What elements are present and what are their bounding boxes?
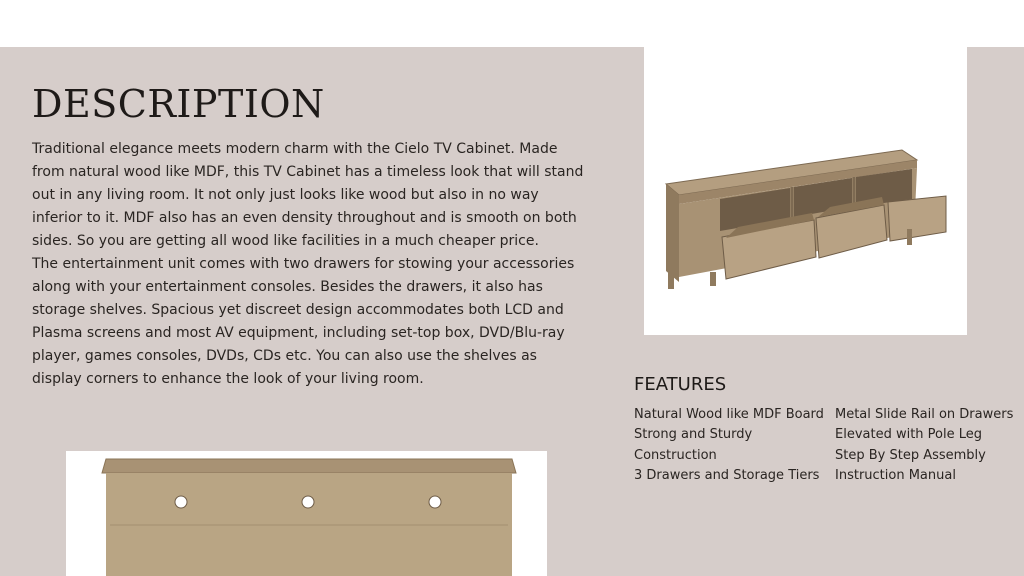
description-paragraph: Traditional elegance meets modern charm with the Cielo TV Cabinet. Made from natural wood like MDF, this TV Cabinet has a timeless look that will stand out in any living room. It not only just looks like wood but also in no way inferior to it. MDF also has an even density throughout and is smooth on both sides. So you are getting all wood like facilities in a much cheaper price. (32, 141, 584, 249)
feature-item: Step By Step Assembly Instruction Manual (835, 447, 986, 483)
tv-cabinet-back-illustration (66, 451, 547, 576)
description-heading: DESCRIPTION (32, 82, 325, 126)
tv-cabinet-front-illustration (644, 47, 967, 335)
features-list-left (634, 405, 824, 486)
description-text (32, 138, 588, 391)
description-paragraph: The entertainment unit comes with two drawers for stowing your accessories along with your entertainment consoles. Besides the drawers, it also has storage shelves. Spacious yet discreet design accommodates both LCD and Plasma screens and most AV equipment, including set-top box, DVD/Blu-ray player, games consoles, DVDs, CDs etc. You can also use the shelves as display corners to enhance the look of your living room. (32, 256, 575, 387)
tv-cabinet-product-image (644, 47, 967, 335)
tv-cabinet-back-image (66, 451, 547, 576)
feature-item: Strong and Sturdy Construction (634, 427, 753, 463)
feature-item: Metal Slide Rail on Drawers (835, 407, 1014, 422)
features-heading: FEATURES (634, 374, 727, 395)
feature-item: 3 Drawers and Storage Tiers (634, 467, 820, 483)
feature-item: Natural Wood like MDF Board (634, 407, 824, 422)
feature-item: Elevated with Pole Leg (835, 427, 983, 443)
features-list-right (835, 405, 1015, 486)
